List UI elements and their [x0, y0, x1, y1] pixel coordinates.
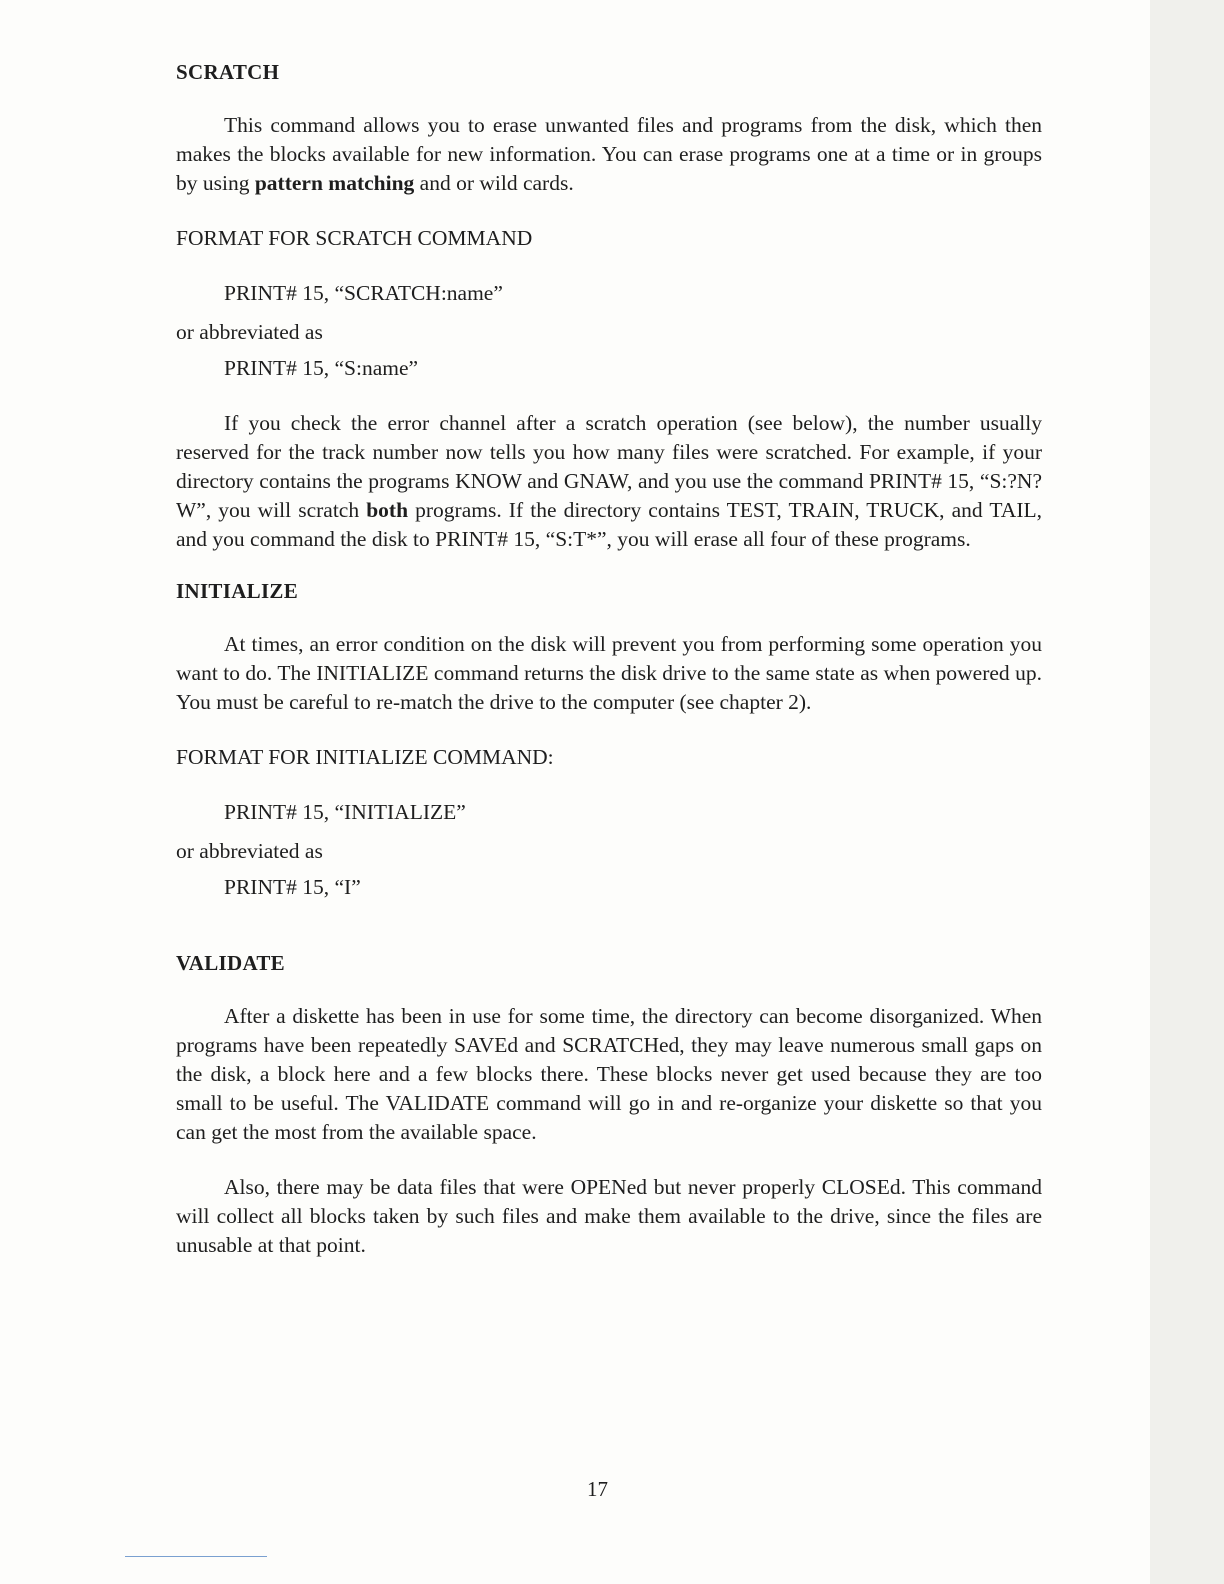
scratch-command-full: PRINT# 15, “SCRATCH:name” — [224, 281, 503, 305]
scratch-explanation-bold: both — [366, 498, 409, 522]
initialize-or-abbreviated: or abbreviated as — [176, 839, 323, 863]
scratch-intro-text: This command allows you to erase unwanted files and programs from the disk, which then makes the blocks available for new information. You can erase programs one at a time or in groups by using — [176, 113, 1042, 195]
initialize-command-short: PRINT# 15, “I” — [224, 875, 361, 899]
scratch-intro-bold: pattern matching — [254, 171, 415, 195]
scratch-intro — [176, 111, 1042, 198]
initialize-command-full: PRINT# 15, “INITIALIZE” — [224, 800, 466, 824]
initialize-description: At times, an error condition on the disk will prevent you from performing some operation you want to do. The INITIALIZE command returns the disk drive to the same state as when powered up. You must be careful to re-match the drive to the computer (see chapter 2). — [176, 632, 1042, 714]
validate-heading: VALIDATE — [176, 951, 285, 975]
scratch-format-heading: FORMAT FOR SCRATCH COMMAND — [176, 226, 533, 250]
scratch-explanation — [176, 409, 1042, 554]
scratch-explanation-text-end: programs. If the directory contains TEST, TRAIN, TRUCK, and TAIL, and you command the disk to PRINT# 15, “S:T*”, you will erase all four of these programs. — [176, 498, 1042, 551]
page-content — [176, 58, 1042, 1260]
scratch-explanation-text: If you check the error channel after a scratch operation (see below), the number usually reserved for the track number now tells you how many files were scratched. For example, if your directory contains the programs KNOW and GNAW, and you use the command PRINT# 15, “S:?N?W”, you will scratch — [176, 411, 1042, 522]
initialize-format-heading: FORMAT FOR INITIALIZE COMMAND: — [176, 745, 554, 769]
scratch-or-abbreviated: or abbreviated as — [176, 320, 323, 344]
scratch-intro-text-end: and or wild cards. — [414, 171, 574, 195]
bottom-rule — [125, 1556, 267, 1557]
page-number: 17 — [587, 1477, 608, 1501]
initialize-heading: INITIALIZE — [176, 579, 299, 603]
scratch-command-short: PRINT# 15, “S:name” — [224, 356, 419, 380]
validate-description: After a diskette has been in use for some time, the directory can become disorganized. When programs have been repeatedly SAVEd and SCRATCHed, they may leave numerous small gaps on the disk, a block here and a few blocks there. These blocks never get used because they are too small to be useful. The VALIDATE command will go in and re-organize your diskette so that you can get the most from the available space. — [176, 1004, 1042, 1144]
scratch-heading: SCRATCH — [176, 60, 280, 84]
validate-data-files: Also, there may be data files that were OPENed but never properly CLOSEd. This command will collect all blocks taken by such files and make them available to the drive, since the files are unusable at that point. — [176, 1175, 1042, 1257]
page-edge — [1150, 0, 1224, 1584]
